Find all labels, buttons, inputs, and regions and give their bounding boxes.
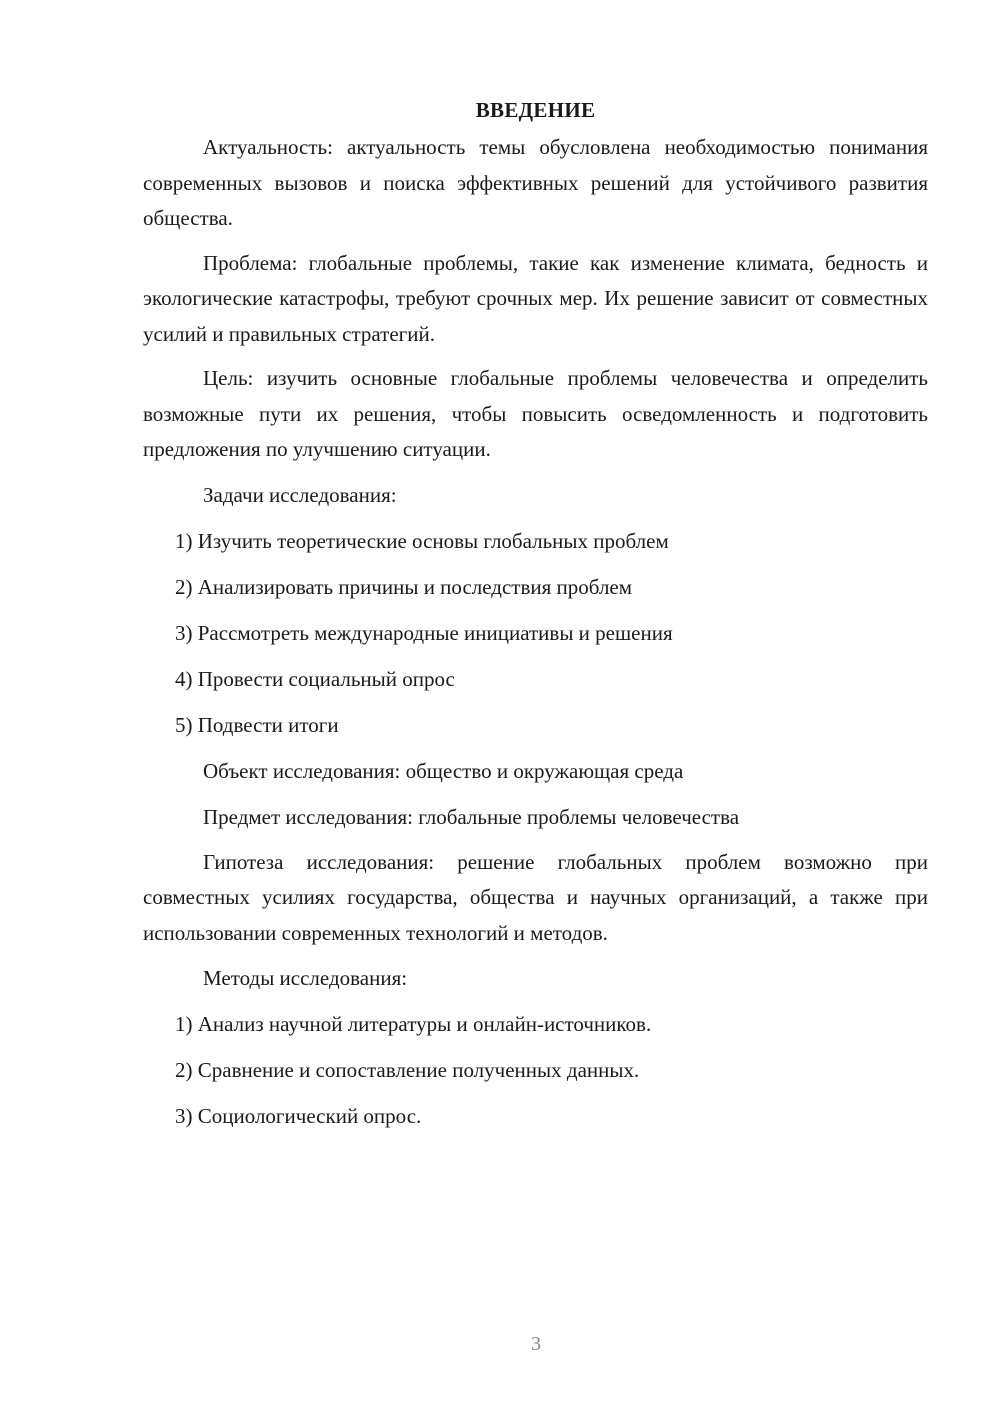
subject-line: Предмет исследования: глобальные проблемы человечества xyxy=(203,804,740,829)
list-item: 4) Провести социальный опрос xyxy=(175,666,455,691)
methods-list xyxy=(143,1006,928,1134)
list-item: 3) Рассмотреть международные инициативы и решения xyxy=(175,620,673,645)
page-title: ВВЕДЕНИЕ xyxy=(475,98,596,122)
goal-paragraph: Цель: изучить основные глобальные проблемы человечества и определить возможные пути их решения, чтобы повысить осведомленность и подготовить предложения по улучшению ситуации. xyxy=(143,366,928,461)
list-item: 2) Анализировать причины и последствия проблем xyxy=(175,574,633,599)
hypothesis-paragraph: Гипотеза исследования: решение глобальных проблем возможно при совместных усилиях государства, общества и научных организаций, а также при использовании современных технологий и методов. xyxy=(143,849,928,945)
list-item: 1) Анализ научной литературы и онлайн-источников. xyxy=(175,1012,652,1036)
list-item: 2) Сравнение и сопоставление полученных данных. xyxy=(175,1058,640,1082)
methods-heading: Методы исследования: xyxy=(203,966,408,990)
list-item: 3) Социологический опрос. xyxy=(175,1104,422,1128)
tasks-heading: Задачи исследования: xyxy=(203,482,397,507)
document-page xyxy=(143,92,928,1144)
tasks-list xyxy=(143,523,928,743)
relevance-paragraph: Актуальность: актуальность темы обусловлена необходимостью понимания современных вызовов и поиска эффективных решений для устойчивого развития общества. xyxy=(143,135,928,230)
list-item: 5) Подвести итоги xyxy=(175,712,339,737)
problem-paragraph: Проблема: глобальные проблемы, такие как изменение климата, бедность и экологические катастрофы, требуют срочных мер. Их решение зависит от совместных усилий и правильных стратегий. xyxy=(143,250,928,346)
page-number: 3 xyxy=(531,1333,541,1355)
list-item: 1) Изучить теоретические основы глобальных проблем xyxy=(175,528,669,553)
object-line: Объект исследования: общество и окружающая среда xyxy=(203,758,684,783)
